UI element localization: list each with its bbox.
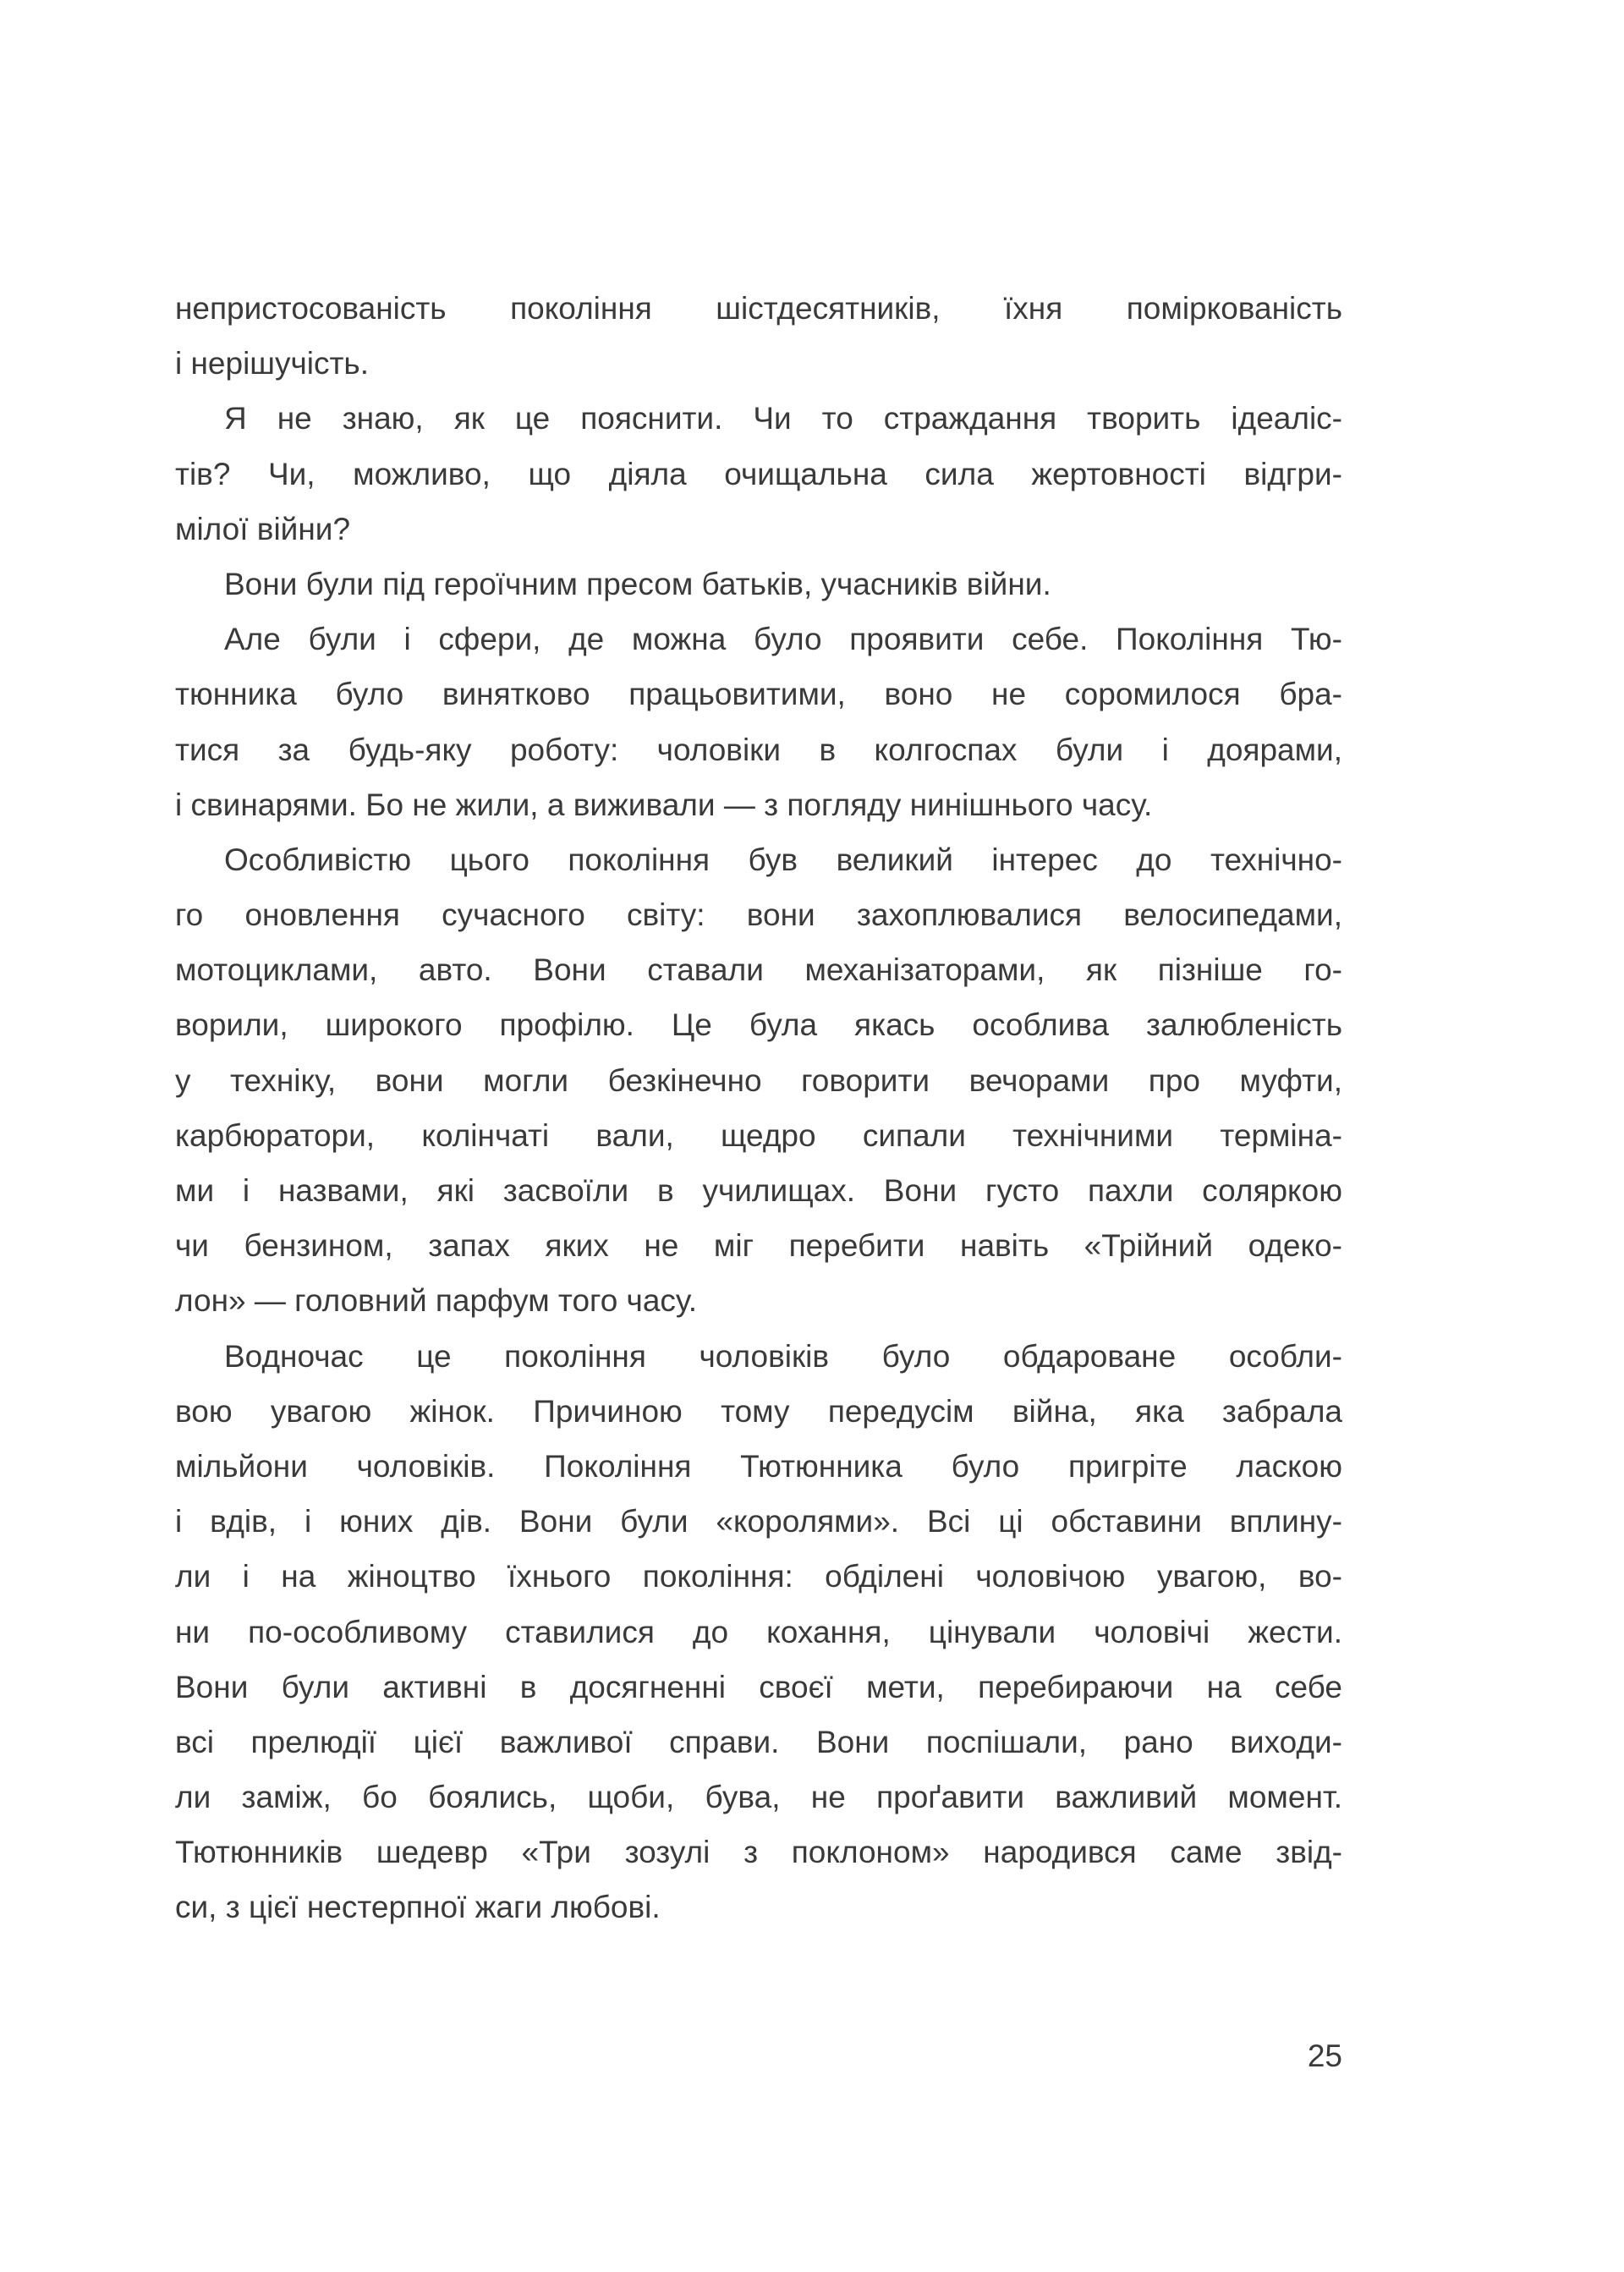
text-line: тюнника було винятково працьовитими, воно не соромилося бра- (175, 677, 1342, 712)
text-line: карбюратори, колінчаті вали, щедро сипали технічними терміна- (175, 1117, 1342, 1153)
paragraph (175, 281, 1342, 391)
text-line: всі прелюдії цієї важливої справи. Вони поспішали, рано виходи- (175, 1724, 1342, 1759)
text-line: тися за будь-яку роботу: чоловіки в колгоспах були і доярами, (175, 732, 1342, 767)
text-line: ни по-особливому ставилися до кохання, цінували чоловічі жести. (175, 1614, 1342, 1649)
paragraph (175, 391, 1342, 557)
text-line: ворили, широкого профілю. Це була якась особлива залюбленість (175, 1007, 1342, 1043)
text-line: Вони були активні в досягненні своєї мети, перебираючи на себе (175, 1669, 1342, 1704)
text-line: лон» — головний парфум того часу. (175, 1283, 697, 1319)
page-number: 25 (1307, 2039, 1342, 2073)
text-line: мілої війни? (175, 511, 351, 546)
text-line: Водночас це покоління чоловіків було обдароване особли- (224, 1338, 1342, 1374)
text-line: мотоциклами, авто. Вони ставали механізаторами, як пізніше го- (175, 952, 1342, 988)
text-line: непристосованість покоління шістдесятників, їхня поміркованість (175, 291, 1342, 326)
body-text (175, 281, 1342, 1935)
text-line: у техніку, вони могли безкінечно говорити вечорами про муфти, (175, 1062, 1342, 1098)
text-line: і нерішучість. (175, 346, 369, 381)
text-line: ли заміж, бо боялись, щоби, бува, не проґавити важливий момент. (175, 1780, 1342, 1815)
text-line: вою увагою жінок. Причиною тому передусім війна, яка забрала (175, 1393, 1342, 1429)
text-line: го оновлення сучасного світу: вони захоплювалися велосипедами, (175, 897, 1342, 933)
text-line: і вдів, і юних дів. Вони були «королями». Всі ці обставини вплину- (175, 1504, 1342, 1539)
text-line: Але були і сфери, де можна було проявити себе. Покоління Тю- (224, 622, 1342, 657)
text-line: си, з цієї нестерпної жаги любові. (175, 1890, 661, 1925)
text-line: ми і назвами, які засвоїли в училищах. Вони густо пахли соляркою (175, 1173, 1342, 1208)
text-line: Тютюнників шедевр «Три зозулі з поклоном» народився саме звід- (175, 1835, 1342, 1870)
text-line: ли і на жіноцтво їхнього покоління: обділені чоловічою увагою, во- (175, 1559, 1342, 1594)
paragraph (175, 557, 1342, 612)
paragraph (175, 832, 1342, 1329)
text-line: Вони були під героїчним пресом батьків, учасників війни. (224, 566, 1051, 601)
text-line: чи бензином, запах яких не міг перебити навіть «Трійний одеко- (175, 1228, 1342, 1264)
paragraph (175, 1329, 1342, 1935)
text-line: тів? Чи, можливо, що діяла очищальна сила жертовності відгри- (175, 456, 1342, 491)
text-line: і свинарями. Бо не жили, а виживали — з погляду нинішнього часу. (175, 787, 1153, 822)
text-line: Я не знаю, як це пояснити. Чи то страждання творить ідеаліс- (224, 401, 1342, 436)
paragraph (175, 612, 1342, 832)
text-line: мільйони чоловіків. Покоління Тютюнника було пригріте ласкою (175, 1448, 1342, 1484)
text-line: Особливістю цього покоління був великий інтерес до технічно- (224, 842, 1342, 877)
